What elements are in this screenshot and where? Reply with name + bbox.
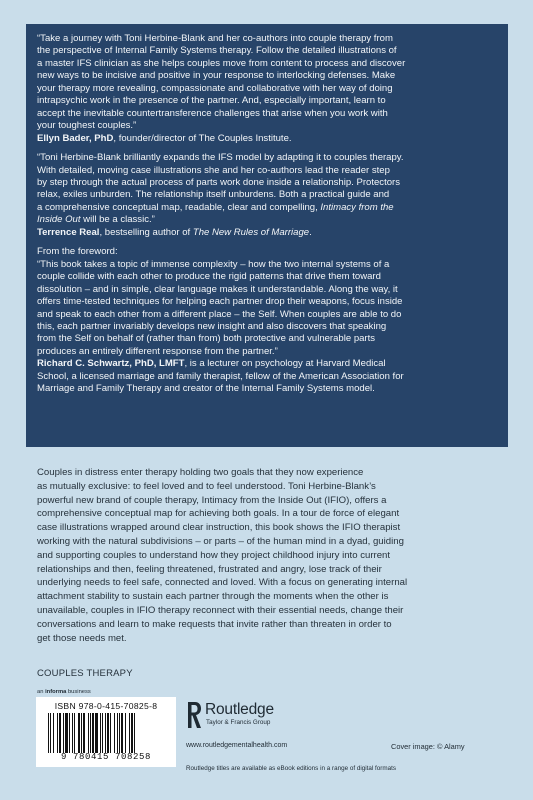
quote-line: your toughest couples.” bbox=[37, 120, 137, 132]
foreword-attribution bbox=[37, 358, 499, 370]
quote-line: from the Self on behalf of (rather than from) both protective and vulnerable parts bbox=[37, 333, 376, 345]
publisher-logo bbox=[186, 701, 346, 731]
book-title: Intimacy from the bbox=[320, 201, 394, 213]
subject-category: COUPLES THERAPY bbox=[37, 668, 133, 679]
book-description bbox=[37, 466, 507, 645]
isbn-label: ISBN 978-0-415-70825-8 bbox=[54, 701, 158, 711]
attribution-role: , founder/director of The Couples Institute. bbox=[113, 132, 292, 144]
book-title: Inside Out bbox=[37, 214, 81, 226]
informa-prefix: an bbox=[37, 689, 46, 695]
description-line: unavailable, couples in IFIO therapy reconnect with their essential needs, change their bbox=[37, 604, 404, 616]
foreword-label: From the foreword: bbox=[37, 246, 118, 258]
isbn-barcode bbox=[36, 697, 176, 767]
quote-line: intrapsychic work in the presence of the partner. And, especially important, learn to bbox=[37, 95, 386, 107]
quote-attribution bbox=[37, 133, 499, 145]
publisher-group: Taylor & Francis Group bbox=[206, 719, 271, 726]
description-line: Couples in distress enter therapy holding two goals that they now experience bbox=[37, 467, 364, 478]
barcode-number: 9 780415 708258 bbox=[60, 752, 151, 762]
informa-brand: informa bbox=[45, 689, 67, 695]
quote-line: produces an entirely different response from the partner.” bbox=[37, 345, 278, 357]
attribution-line: Marriage and Family Therapy and creator of the Internal Family Systems model. bbox=[37, 383, 375, 395]
publisher-url[interactable]: www.routledgementalhealth.com bbox=[186, 742, 288, 749]
description-line: attachment stability to sustain each partner through the moments when the other is bbox=[37, 591, 389, 603]
quote-attribution bbox=[37, 227, 499, 239]
attribution-book: The New Rules of Marriage bbox=[192, 226, 310, 238]
attribution-line: School, a licensed marriage and family therapist, fellow of the American Association for bbox=[37, 370, 404, 382]
quote-text: will be a classic.” bbox=[80, 214, 155, 226]
quote-line bbox=[37, 202, 499, 214]
endorsements-panel bbox=[26, 24, 508, 447]
attribution-role: , is a lecturer on psychology at Harvard Medical bbox=[184, 358, 386, 370]
quote-line: With detailed, moving case illustrations she and her co-authors lead the reader step bbox=[37, 164, 390, 176]
description-line: get those needs met. bbox=[37, 632, 127, 644]
quote-line: “Toni Herbine-Blank brilliantly expands the IFS model by adapting it to couples therapy. bbox=[37, 152, 404, 164]
quote-line: dissolution – and in simple, clear language makes it understandable. Along the way, it bbox=[37, 283, 398, 295]
routledge-logo-icon bbox=[186, 701, 202, 729]
publisher-name: Routledge bbox=[205, 701, 274, 718]
description-line: case illustrations wrapped around clear instruction, this book shows the IFIO therapist bbox=[37, 522, 401, 534]
attribution-name: Ellyn Bader, PhD bbox=[37, 132, 114, 144]
ebook-availability-note: Routledge titles are available as eBook editions in a range of digital formats bbox=[186, 765, 397, 772]
description-line: relationships and then, feeling threatened, frustrated and angry, lose track of their bbox=[37, 563, 382, 575]
quote-line: new ways to be incisive and positive in your response to interlocking defenses. Make bbox=[37, 70, 396, 82]
quote-line: this, each partner invariably develops new insight and also discovers that speaking bbox=[37, 320, 387, 332]
barcode-icon bbox=[44, 713, 168, 753]
quote-line: offers time-tested techniques for helping each partner drop their weapons, focus inside bbox=[37, 296, 403, 308]
attribution-role: , bestselling author of bbox=[99, 226, 193, 238]
quote-line: “Take a journey with Toni Herbine-Blank and her co-authors into couple therapy from bbox=[37, 33, 393, 44]
description-line: underlying needs to feel safe, connected and loved. With a focus on generating internal bbox=[37, 577, 408, 589]
description-line: powerful new brand of couple therapy, Intimacy from the Inside Out (IFIO), offers a bbox=[37, 494, 387, 506]
attribution-name: Terrence Real bbox=[37, 226, 100, 238]
quote-line: the perspective of Internal Family Systems therapy. Follow the detailed illustrations of bbox=[37, 45, 397, 57]
attribution-name: Richard C. Schwartz, PhD, LMFT bbox=[37, 358, 185, 370]
description-line: working with the natural subdivisions – or parts – of the human mind in a dyad, guiding bbox=[37, 535, 404, 547]
quote-line: “This book takes a topic of immense complexity – how the two internal systems of a bbox=[37, 258, 390, 270]
quote-line: by step through the actual process of parts work done inside a relationship. Protectors bbox=[37, 176, 400, 188]
description-line: conversations and learn to make requests that invite rather than threaten in order to bbox=[37, 618, 392, 630]
quote-line: couple collide with each other to produce the rigid patterns that drive them toward bbox=[37, 271, 381, 283]
cover-image-credit: Cover image: © Alamy bbox=[391, 742, 465, 751]
attribution-end: . bbox=[309, 226, 312, 238]
quote-text: a comprehensive conceptual map, readable, clear and compelling, bbox=[37, 201, 321, 213]
quote-line bbox=[37, 214, 499, 226]
description-line: as mutually exclusive: to feel loved and to feel understood. Toni Herbine-Blank’s bbox=[37, 480, 376, 492]
endorsement-real bbox=[37, 152, 499, 239]
quote-line: accept the inevitable countertransference challenges that arise when you work with bbox=[37, 107, 388, 119]
description-line: comprehensive conceptual map for achieving both goals. In a tour de force of elegant bbox=[37, 508, 400, 520]
quote-line: and speak to each other from a different place – the Self. When couples are able to do bbox=[37, 308, 402, 320]
quote-line: a master IFS clinician as she helps couples move from content to process and discover bbox=[37, 57, 406, 69]
description-line: and supporting couples to understand how they project childhood injury into current bbox=[37, 549, 391, 561]
quote-line: your therapy more revealing, compassionate and collaborative with her way of doing bbox=[37, 82, 393, 94]
foreword-excerpt bbox=[37, 246, 499, 395]
informa-suffix: business bbox=[66, 689, 91, 695]
endorsement-bader bbox=[37, 33, 499, 145]
quote-line: relax, exiles unburden. The relationship itself unburdens. Both a practical guide and bbox=[37, 189, 390, 201]
informa-business-mark bbox=[37, 689, 91, 695]
